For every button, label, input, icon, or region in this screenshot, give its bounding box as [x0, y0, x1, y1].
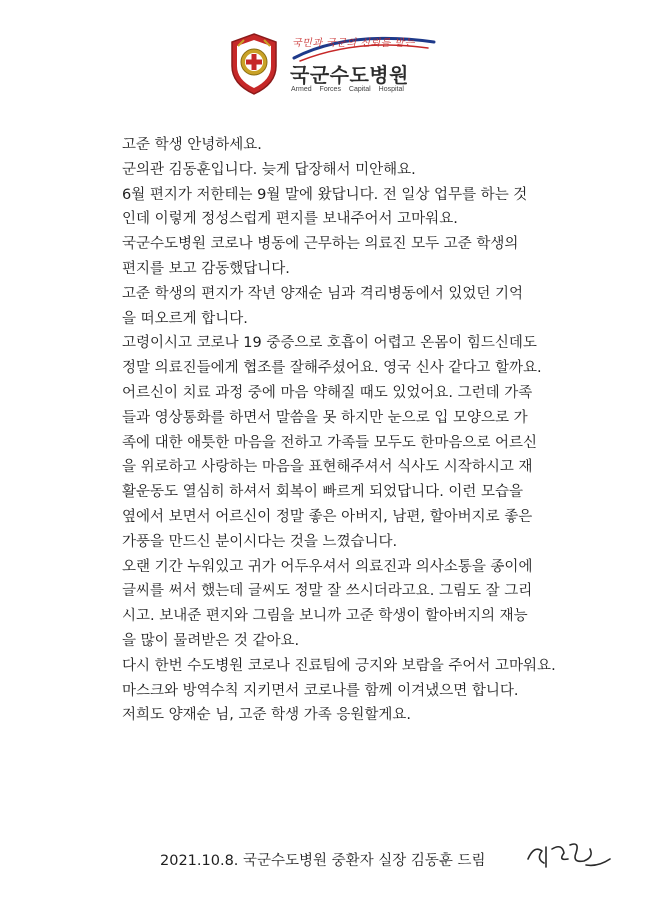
- hospital-english-name: Armed Forces Capital Hospital: [291, 86, 404, 93]
- letter-line: 고준 학생의 편지가 작년 양재순 님과 격리병동에서 있었던 기억: [122, 285, 524, 302]
- letter-line: 인데 이렇게 정성스럽게 편지를 보내주어서 고마워요.: [122, 211, 458, 228]
- letter-body: [122, 133, 632, 728]
- letter-line: 고령이시고 코로나 19 중증으로 호흡이 어렵고 온몸이 힘드신데도: [122, 335, 537, 352]
- letter-line: 족에 대한 애틋한 마음을 전하고 가족들 모두도 한마음으로 어르신: [122, 434, 538, 451]
- letter-line: 오랜 기간 누워있고 귀가 어두우셔서 의료진과 의사소통을 종이에: [122, 558, 533, 575]
- letter-line: 마스크와 방역수칙 지키면서 코로나를 함께 이겨냈으면 합니다.: [122, 682, 519, 699]
- letter-line: 을 위로하고 사랑하는 마음을 표현해주셔서 식사도 시작하시고 재: [122, 459, 533, 476]
- letter-line: 을 떠오르게 합니다.: [122, 310, 248, 327]
- handwritten-signature: [524, 837, 614, 873]
- hospital-header: [228, 26, 438, 106]
- letter-line: 을 많이 물려받은 것 같아요.: [122, 632, 300, 649]
- letter-line: 다시 한번 수도병원 코로나 진료팀에 긍지와 보람을 주어서 고마워요.: [122, 657, 556, 674]
- letter-signoff: 2021.10.8. 국군수도병원 중환자 실장 김동훈 드림: [160, 853, 486, 869]
- letter-line: 편지를 보고 감동했답니다.: [122, 260, 290, 277]
- letter-line: 옆에서 보면서 어르신이 정말 좋은 아버지, 남편, 할아버지로 좋은: [122, 508, 533, 525]
- letter-line: 군의관 김동훈입니다. 늦게 답장해서 미안해요.: [122, 161, 416, 178]
- letter-line: 6월 편지가 저한테는 9월 말에 왔답니다. 전 일상 업무를 하는 것: [122, 186, 528, 203]
- letter-line: 고준 학생 안녕하세요.: [122, 137, 262, 153]
- letter-line: 가풍을 만드신 분이시다는 것을 느꼈습니다.: [122, 533, 398, 550]
- hospital-slogan: 국민과 국군의 신뢰를 받는: [292, 38, 415, 49]
- hospital-emblem-icon: [228, 32, 280, 96]
- letter-line: 정말 의료진들에게 협조를 잘해주셨어요. 영국 신사 같다고 할까요.: [122, 360, 542, 377]
- hospital-name: 국군수도병원: [290, 63, 409, 87]
- letter-line: 국군수도병원 코로나 병동에 근무하는 의료진 모두 고준 학생의: [122, 236, 519, 253]
- letter-line: 시고. 보내준 편지와 그림을 보니까 고준 학생이 할아버지의 재능: [122, 608, 528, 625]
- letter-line: 글씨를 써서 했는데 글씨도 정말 잘 쓰시더라고요. 그림도 잘 그리: [122, 583, 533, 600]
- letter-line: 어르신이 치료 과정 중에 마음 약해질 때도 있었어요. 그런데 가족: [122, 384, 533, 401]
- letter-line: 들과 영상통화를 하면서 말씀을 못 하지만 눈으로 입 모양으로 가: [122, 409, 528, 426]
- letter-line: 저희도 양재순 님, 고준 학생 가족 응원할게요.: [122, 707, 411, 724]
- letter-line: 활운동도 열심히 하셔서 회복이 빠르게 되었답니다. 이런 모습을: [122, 484, 524, 501]
